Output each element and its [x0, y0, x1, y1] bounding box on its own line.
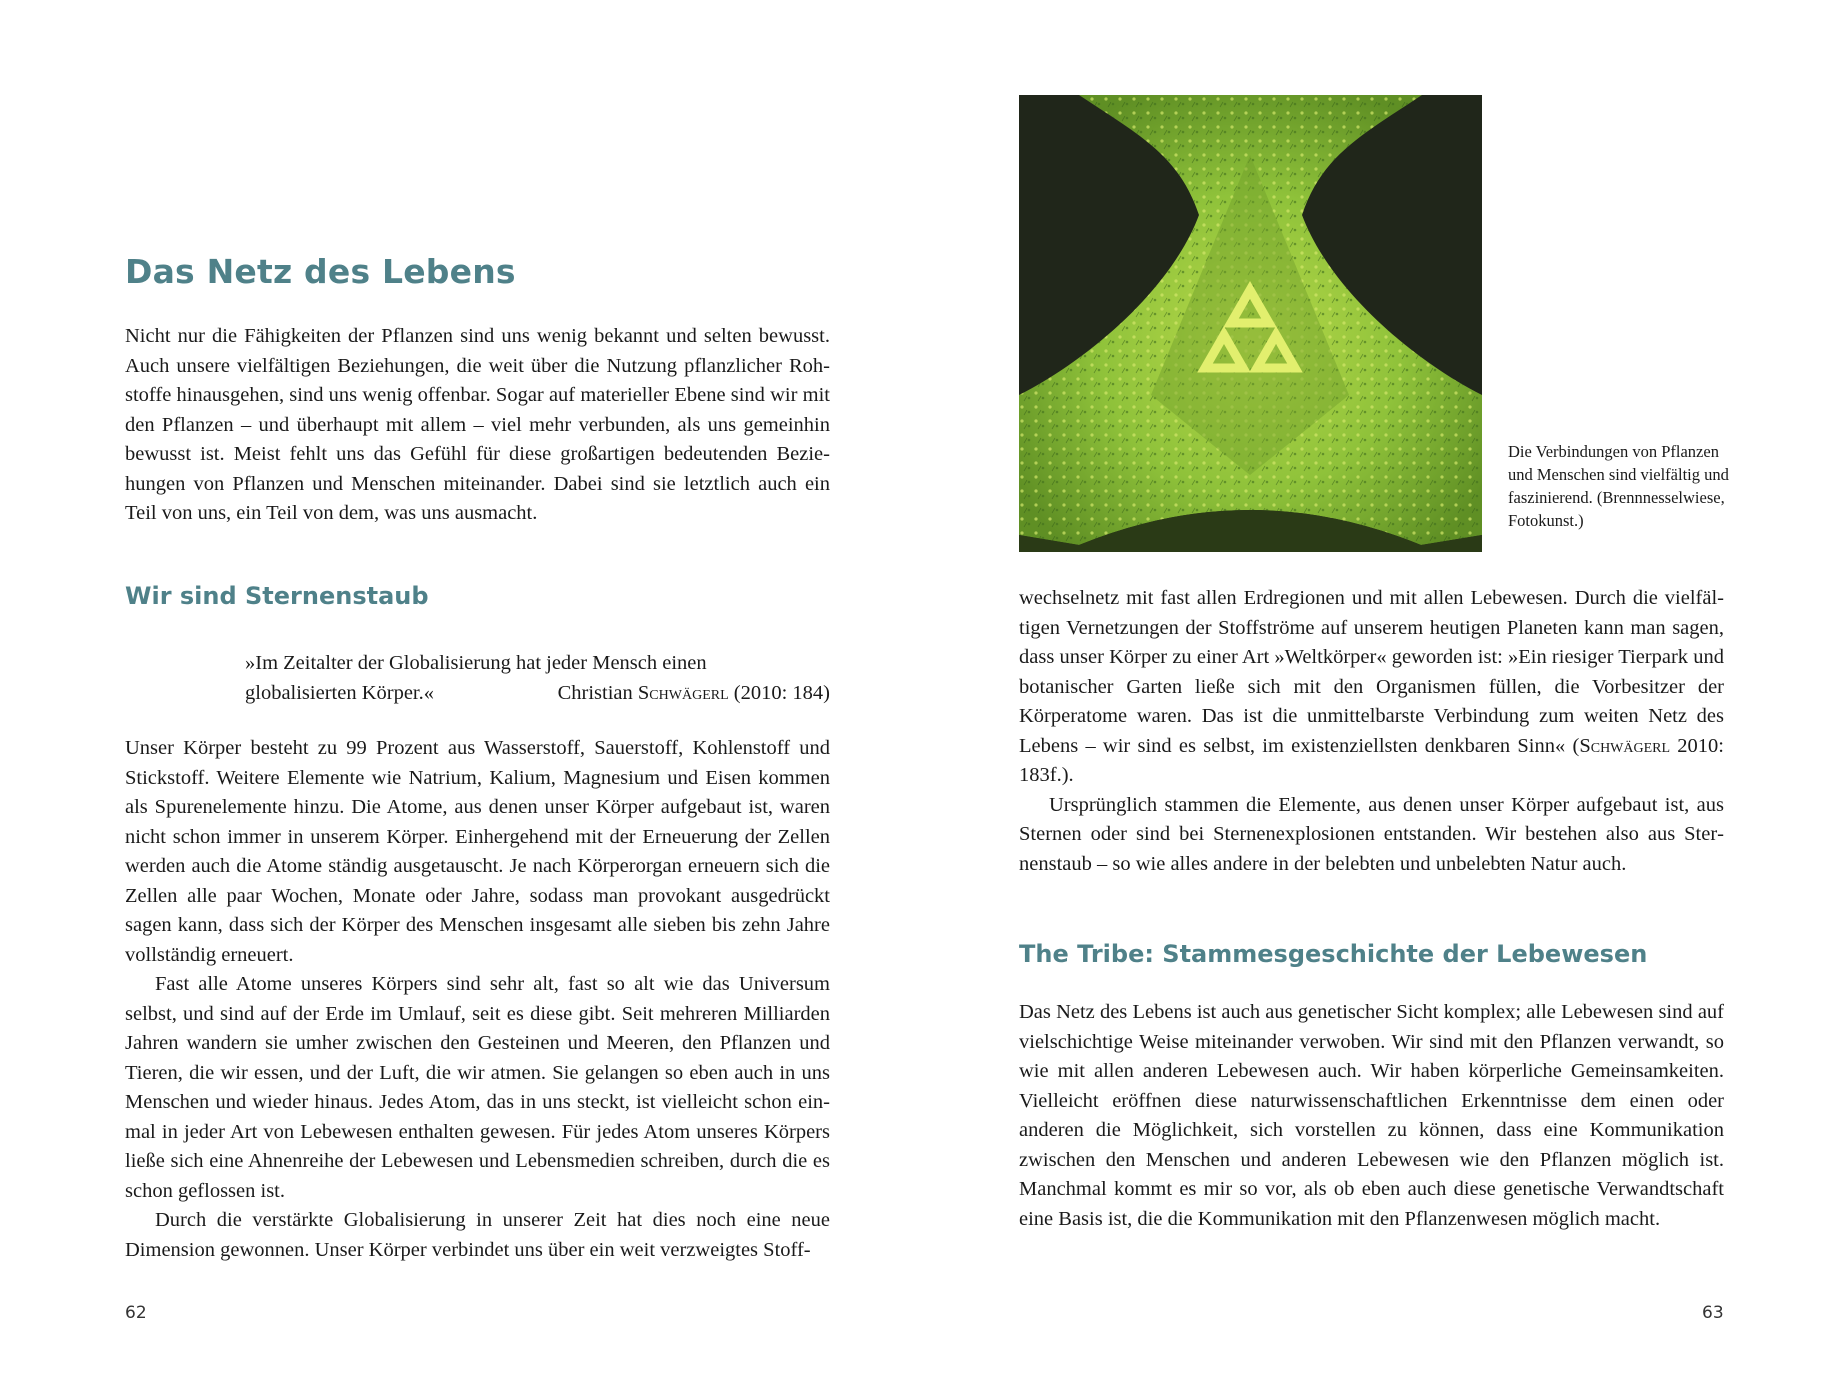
- quote-line-2: [245, 679, 830, 709]
- photo-caption: Die Verbindungen von Pflanzen und Menschen sind vielfältig und faszinierend. (Brennnesselwiese, Fotokunst.): [1508, 442, 1729, 530]
- left-page: [0, 0, 915, 1376]
- right-page: [916, 0, 1831, 1376]
- quote-line-1: »Im Zeitalter der Globalisierung hat jeder Mensch einen: [245, 652, 707, 674]
- intro-text: [125, 322, 830, 529]
- paragraph: Fast alle Atome unseres Körpers sind sehr alt, fast so alt wie das Universum selbst, und sind auf der Erde im Umlauf, seit es diese gibt. Seit mehreren Milliarden Jahren wandern sie umher zwischen den Gesteinen und Meeren, den Pflanzen und Tieren, die wir essen, und der Luft, die wir atmen. Sie gelangen so eben auch in uns Menschen und wieder hinaus. Jedes Atom, das in uns steckt, ist vielleicht schon einmal in jeder Art von Lebewesen enthalten gewesen. Für jedes Atom unseres Körpers ließe sich eine Ahnenreihe der Lebewesen und Lebensmedien schreiben, durch die es schon geflossen ist.: [125, 973, 830, 1202]
- quote-author-last: Schwägerl: [637, 681, 729, 704]
- page-number: 63: [1702, 1303, 1724, 1323]
- quote-line-2-text: globalisierten Körper.«: [245, 681, 435, 704]
- section-heading-sternenstaub: Wir sind Sternenstaub: [125, 582, 429, 610]
- quote-source: (2010: 184): [733, 681, 830, 704]
- continued-paragraph: [1019, 584, 1724, 791]
- citation-year: 2010: 183f.).: [1019, 734, 1724, 786]
- body-text-right: [1019, 584, 1724, 879]
- intro-paragraph: Nicht nur die Fähigkeiten der Pflanzen sind uns wenig bekannt und selten bewusst. Auch unsere vielfältigen Beziehungen, die weit über die Nutzung pflanzlicher Rohstoffe hinausgehen, sind uns wenig offenbar. Sogar auf materieller Ebene sind wir mit den Pflanzen – und überhaupt mit allem – viel mehr verbunden, als uns gemeinhin bewusst ist. Meist fehlt uns das Gefühl für diese großartigen bedeutenden Beziehungen von Pflanzen und Menschen miteinander. Dabei sind sie letztlich auch ein Teil von uns, ein Teil von dem, was uns ausmacht.: [125, 325, 830, 524]
- body-text-left: [125, 734, 830, 1265]
- chapter-heading: Das Netz des Lebens: [125, 252, 516, 291]
- citation-author: Schwägerl: [1579, 734, 1671, 757]
- paragraph: Das Netz des Lebens ist auch aus genetischer Sicht komplex; alle Lebewesen sind auf vielschichtige Weise miteinander verwoben. Wir sind mit den Pflanzen verwandt, so wie mit allen anderen Lebewesen auch. Wir haben körperliche Gemeinsamkeiten. Vielleicht eröffnen diese naturwissenschaftlichen Erkenntnisse dem einen oder anderen die Möglichkeit, sich vorstellen zu können, dass eine Kommunikation zwischen den Menschen und anderen Lebewesen wie den Pflanzen möglich ist. Manchmal kommt es mir so vor, als ob eben auch diese genetische Verwandtschaft eine Basis ist, die die Kommunikation mit den Pflanzenwesen möglich macht.: [1019, 1001, 1724, 1230]
- body-text-right-2: [1019, 998, 1724, 1234]
- nettle-meadow-photo: [1019, 95, 1482, 552]
- paragraph: Ursprünglich stammen die Elemente, aus denen unser Körper aufgebaut ist, aus Sternen oder sind bei Sternenexplosionen entstanden. Wir bestehen also aus Sternenstaub – so wie alles andere in der belebten und unbelebten Natur auch.: [1019, 793, 1724, 875]
- paragraph: Unser Körper besteht zu 99 Prozent aus Wasserstoff, Sauerstoff, Kohlenstoff und Stickstoff. Weitere Elemente wie Natrium, Kalium, Magnesium und Eisen kommen als Spurenelemente hinzu. Die Atome, aus denen unser Körper aufgebaut ist, waren nicht schon immer in unserem Körper. Einhergehend mit der Erneuerung der Zellen werden auch die Atome ständig ausgetauscht. Je nach Körperorgan erneuern sich die Zellen alle paar Wochen, Monate oder Jahre, sodass man provokant ausgedrückt sagen kann, dass sich der Körper des Menschen insgesamt alle sieben bis zehn Jahre vollständig erneuert.: [125, 737, 830, 966]
- quote-attribution: [558, 679, 830, 709]
- section-heading-tribe: The Tribe: Stammesgeschichte der Lebewesen: [1019, 940, 1648, 968]
- page-number: 62: [125, 1303, 147, 1323]
- epigraph-quote: [245, 649, 830, 708]
- quote-author-first: Christian: [557, 681, 633, 704]
- continued-paragraph-text: wechselnetz mit fast allen Erdregionen und mit allen Lebewesen. Durch die vielfältigen Vernetzungen der Stoffströme auf unserem heutigen Planeten kann man sagen, dass unser Körper zu einer Art »Weltkörper« geworden ist: »Ein riesiger Tierpark und botanischer Garten ließe sich mit den Organismen füllen, die Vorbesitzer der Körperatome waren. Das ist die unmittelbarste Verbindung zum weiten Netz des Lebens – wir sind es selbst, im existenziellsten denkbaren Sinn« (: [1019, 587, 1724, 757]
- paragraph: Durch die verstärkte Globalisierung in unserer Zeit hat dies noch eine neue Dimension gewonnen. Unser Körper verbindet uns über ein weit verzweigtes Stoff-: [125, 1209, 830, 1261]
